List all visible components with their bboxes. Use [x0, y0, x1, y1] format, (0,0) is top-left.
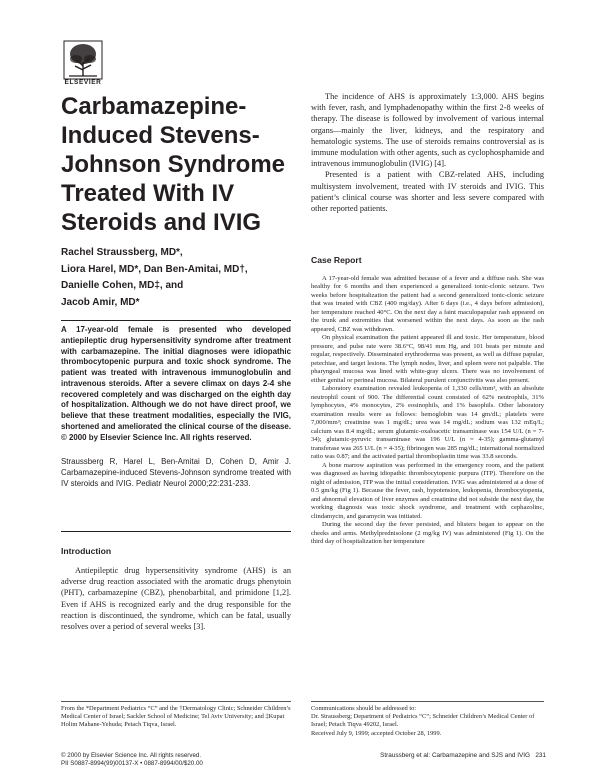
body-paragraph: The incidence of AHS is approximately 1:3,000. AHS begins with fever, rash, and lymphadenopathy within the first 2-8 weeks of therapy. The disease is followed by involvement of various internal organs—mainly the liver, kidneys, and the respiratory and hematologic systems. The use of steroids remains controversial as is immune modulation with other agents, such as cyclophosphamide and intravenous immunoglobulin (IVIG) [4]. — [311, 92, 544, 169]
correspondence-footnote — [311, 705, 544, 738]
pii-line: PII S0887-8994(99)00137-X • 0887-8994/00/$20.00 — [61, 760, 203, 768]
running-head: Straussberg et al: Carbamazepine and SJS and IVIG — [380, 752, 530, 759]
body-paragraph: Presented is a patient with CBZ-related AHS, including multisystem involvement, treated with IV steroids and IVIG. This patient’s clinical course was shorter and less severe compared with other reported patients. — [311, 170, 544, 214]
author-line: Danielle Cohen, MD‡, and — [61, 280, 184, 291]
title-line: Steroids and IVIG — [61, 209, 262, 236]
introduction-heading: Introduction — [61, 546, 112, 556]
abstract-bottom-rule — [61, 531, 291, 532]
footnote-rule-left — [61, 701, 291, 702]
publisher-logo-text: ELSEVIER — [64, 79, 102, 86]
case-paragraph: On physical examination the patient appeared ill and toxic. Her temperature, blood pressure, and pulse rate were 38.6°C, 98/41 mm Hg, and 101 beats per minute and regular, respectively. Disseminated erythroderma was present, as well as diffuse papular, petechiae, and target lesions. The lymph nodes, liver, and spleen were not palpable. The pharyngeal mucosa was lined with white-gray ulcers. There was no involvement of either genital or perineal mucosa. Bilateral purulent conjunctivitis was also present. — [311, 334, 544, 384]
affiliation-footnote: From the *Department Pediatrics “C” and the †Dermatology Clinic; Schneider Children’s Medical Center of Israel; Sackler School of Medicine; Tel Aviv University; and ‡Kupat Holim Mahane-Yehuda; Petach Tiqva, Israel. — [61, 705, 291, 729]
right-column-intro — [311, 91, 544, 214]
correspondence-label: Communications should be addressed to: — [311, 705, 417, 712]
title-line: Johnson Syndrome — [61, 151, 286, 178]
page-number: 231 — [535, 752, 546, 759]
elsevier-tree-logo — [63, 40, 103, 80]
title-line: Carbamazepine- — [61, 93, 247, 120]
footnote-rule-right — [311, 701, 544, 702]
received-dates: Received July 9, 1999; accepted October 28, 1999. — [311, 729, 442, 737]
title-line: Treated With IV — [61, 180, 235, 207]
author-line: Rachel Straussberg, MD*, — [61, 247, 183, 258]
abstract: A 17-year-old female is presented who developed antiepileptic drug hypersensitivity syndrome after treatment with carbamazepine. The initial diagnoses were idiopathic thrombocytopenic purpura and toxic shock syndrome. The patient was treated with intravenous immunoglobulin and intravenous steroids. After a severe climax on days 2-4 she recovered completely and was discharged on the eighth day of hospitalization. Although we do not have direct proof, we believe that these treatment modalities, especially the IVIG, shortened and ameliorated the clinical course of the disease. © 2000 by Elsevier Science Inc. All rights reserved. — [61, 325, 291, 442]
introduction-paragraph: Antiepileptic drug hypersensitivity syndrome (AHS) is an adverse drug reaction associated with the aromatic drugs phenytoin (PHT), carbamazepine (CBZ), phenobarbital, and primidone [1,2]. Even if AHS is recognized early and the drug responsible for the reaction is discontinued, the syndrome, which can be fatal, usually resolves over a period of several weeks [3]. — [61, 566, 291, 632]
case-paragraph: During the second day the fever persisted, and blisters began to appear on the cheeks and arms. Methylprednisolone (2 mg/kg IV) was administered (Fig 1). On the third day of hospitalization her temperature — [311, 521, 544, 546]
case-report-heading: Case Report — [311, 255, 362, 265]
abstract-top-rule — [61, 320, 291, 321]
author-line: Liora Harel, MD*, Dan Ben-Amitai, MD†, — [61, 263, 248, 275]
introduction-body — [61, 565, 291, 632]
article-title — [61, 92, 291, 237]
case-report-body — [311, 275, 544, 547]
citation: Straussberg R, Harel L, Ben-Amitai D, Cohen D, Amir J. Carbamazepine-induced Stevens-Johnson syndrome treated with IV steroids and IVIG. Pediatr Neurol 2000;22:231-233. — [61, 457, 291, 488]
page-footer-right — [356, 752, 546, 759]
case-paragraph: A bone marrow aspiration was performed in the emergency room, and the patient was diagnosed as having idiopathic thrombocytopenic purpura (ITP). Therefore on the night of admission, ITP was the initial consideration. IVIG was administered at a dose of 0.5 gm/kg (Fig 1). Because the fever, rash, hypotension, leukopenia, thrombocytopenia, and abnormal elevation of liver enzymes and creatinine did not subside the next day, the working diagnosis was toxic shock syndrome, and treatment with cephazolinc, clindamycin, and garamycin was initiated. — [311, 461, 544, 520]
case-paragraph: Laboratory examination revealed leukopenia of 1,330 cells/mm³, with an absolute neutrophil count of 900. The differential count consisted of 62% neutrophils, 31% lymphocytes, 4% monocytes, 2% eosinophils, and 1% basophils. Other laboratory examination results were as follows: hemoglobin was 14 gm/dL; platelets were 7,000/mm³; creatinine was 1 mg/dL; urea was 14 mg/dL; sodium was 132 mEq/L; calcium was 8.4 mg/dL; serum glutamic-oxaloacetic transaminase was 154 U/L (n = 7-34); glutamic-pyruvic transaminase was 196 U/L (n = 4-35); gamma-glutamyl transferase was 265 U/L (n = 4-35); fibrinogen was 285 mg/dL; international normalized ratio was 0.87; and the activated partial thromboplastin time was 33.8 seconds. — [311, 385, 544, 461]
title-line: Induced Stevens- — [61, 122, 260, 149]
author-line: Jacob Amir, MD* — [61, 296, 140, 308]
correspondence-address: Dr. Straussberg; Department of Pediatrics “C”; Schneider Children’s Medical Center of Israel; Petach Tiqva 49202, Israel. — [311, 713, 535, 729]
author-list — [61, 245, 291, 311]
page-footer-left — [61, 752, 301, 768]
copyright-line: © 2000 by Elsevier Science Inc. All rights reserved. — [61, 752, 202, 759]
case-paragraph: A 17-year-old female was admitted because of a fever and a diffuse rash. She was healthy for 6 months and then experienced a generalized tonic-clonic seizure. Two weeks before hospitalization the patient had a second generalized tonic-clonic seizure that was treated with CBZ (400 mg/day). After 6 days (i.e., 4 days before admission), her temperature reached 40°C. On the next day a faint maculopapular rash appeared on the trunk and extremities that worsened within the next days. As soon as the rash appeared, CBZ was withdrawn. — [311, 275, 544, 333]
